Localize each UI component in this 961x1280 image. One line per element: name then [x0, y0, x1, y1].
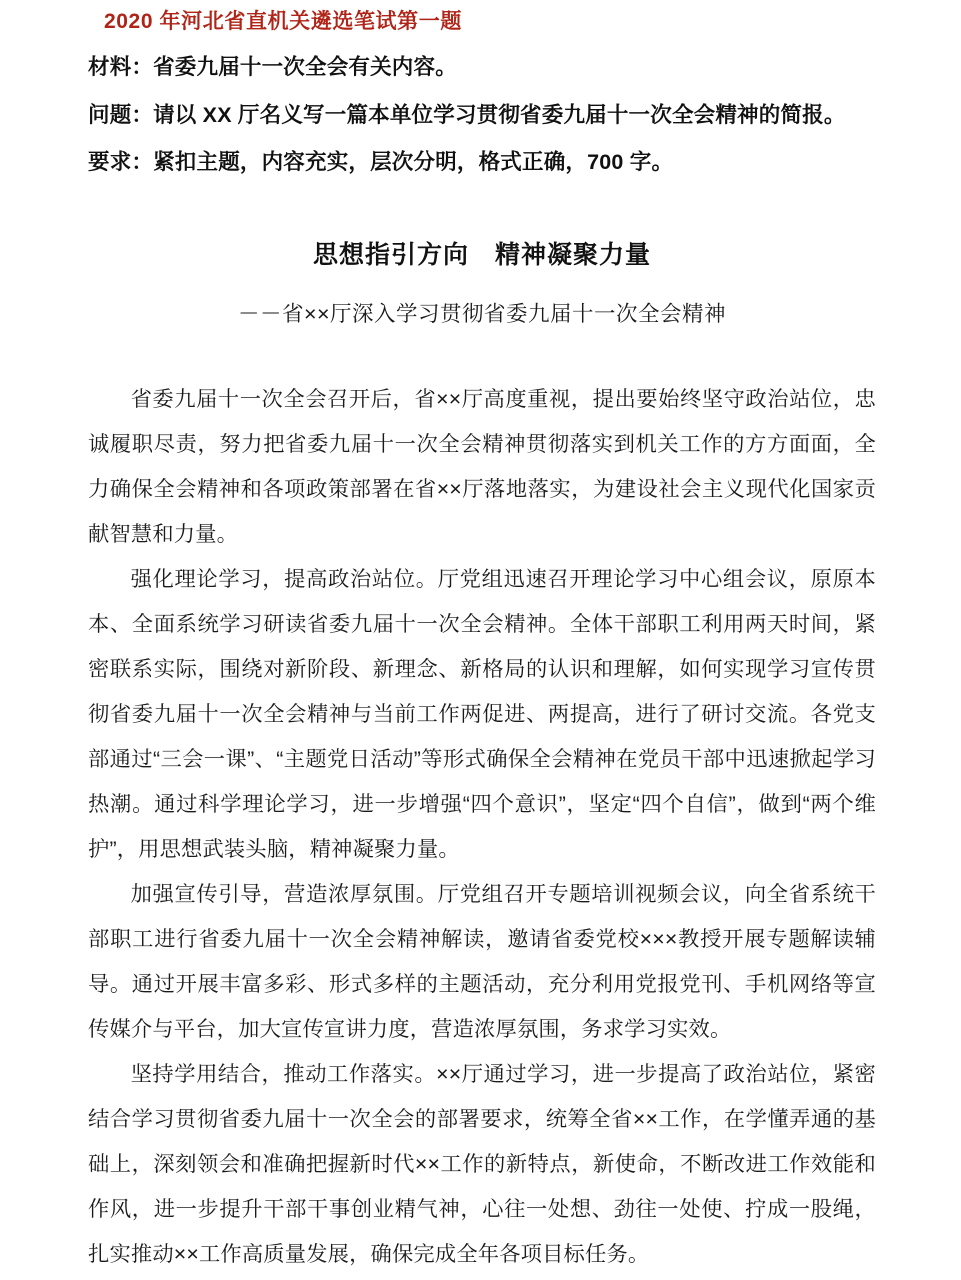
- prompt-question-label: 问题：: [88, 102, 154, 127]
- document-title: 思想指引方向 精神凝聚力量: [312, 240, 651, 269]
- document-content: [88, 0, 876, 1277]
- document-subtitle: －－省××厅深入学习贯彻省委九届十一次全会精神: [237, 301, 727, 326]
- document-body: [88, 325, 876, 1277]
- prompt-question-text: 请以 XX 厅名义写一篇本单位学习贯彻省委九届十一次全会精神的简报。: [153, 102, 846, 127]
- body-paragraph: 省委九届十一次全会召开后，省××厅高度重视，提出要始终坚守政治站位，忠诚履职尽责，努力把省委九届十一次全会精神贯彻落实到机关工作的方方面面，全力确保全会精神和各项政策部署在省××厅落地落实，为建设社会主义现代化国家贡献智慧和力量。: [88, 387, 876, 546]
- body-paragraph: 加强宣传引导，营造浓厚氛围。厅党组召开专题培训视频会议，向全省系统干部职工进行省委九届十一次全会精神解读，邀请省委党校×××教授开展专题解读辅导。通过开展丰富多彩、形式多样的主题活动，充分利用党报党刊、手机网络等宣传媒介与平台，加大宣传宣讲力度，营造浓厚氛围，务求学习实效。: [88, 882, 876, 1041]
- prompt-material-label: 材料：: [88, 55, 154, 79]
- prompt-requirement-label: 要求：: [88, 150, 154, 174]
- body-paragraph: 坚持学用结合，推动工作落实。××厅通过学习，进一步提高了政治站位，紧密结合学习贯彻省委九届十一次全会的部署要求，统筹全省××工作，在学懂弄通的基础上，深刻领会和准确把握新时代××工作的新特点，新使命，不断改进工作效能和作风，进一步提升干部干事创业精气神，心往一处想、劲往一处使、拧成一股绳，扎实推动××工作高质量发展，确保完成全年各项目标任务。: [88, 1062, 876, 1266]
- body-paragraph: 强化理论学习，提高政治站位。厅党组迅速召开理论学习中心组会议，原原本本、全面系统学习研读省委九届十一次全会精神。全体干部职工利用两天时间，紧密联系实际，围绕对新阶段、新理念、新格局的认识和理解，如何实现学习宣传贯彻省委九届十一次全会精神与当前工作两促进、两提高，进行了研讨交流。各党支部通过“三会一课”、“主题党日活动”等形式确保全会精神在党员干部中迅速掀起学习热潮。通过科学理论学习，进一步增强“四个意识”，坚定“四个自信”，做到“两个维护”，用思想武装头脑，精神凝聚力量。: [88, 567, 876, 861]
- prompt-material: [88, 32, 876, 79]
- exam-title: 2020 年河北省直机关遴选笔试第一题: [104, 10, 462, 33]
- prompt-material-text: 省委九届十一次全会有关内容。: [153, 55, 457, 79]
- prompt-requirement-text: 紧扣主题，内容充实，层次分明，格式正确，700 字。: [153, 150, 674, 174]
- prompt-question: [88, 79, 876, 127]
- prompt-requirement: [88, 126, 876, 174]
